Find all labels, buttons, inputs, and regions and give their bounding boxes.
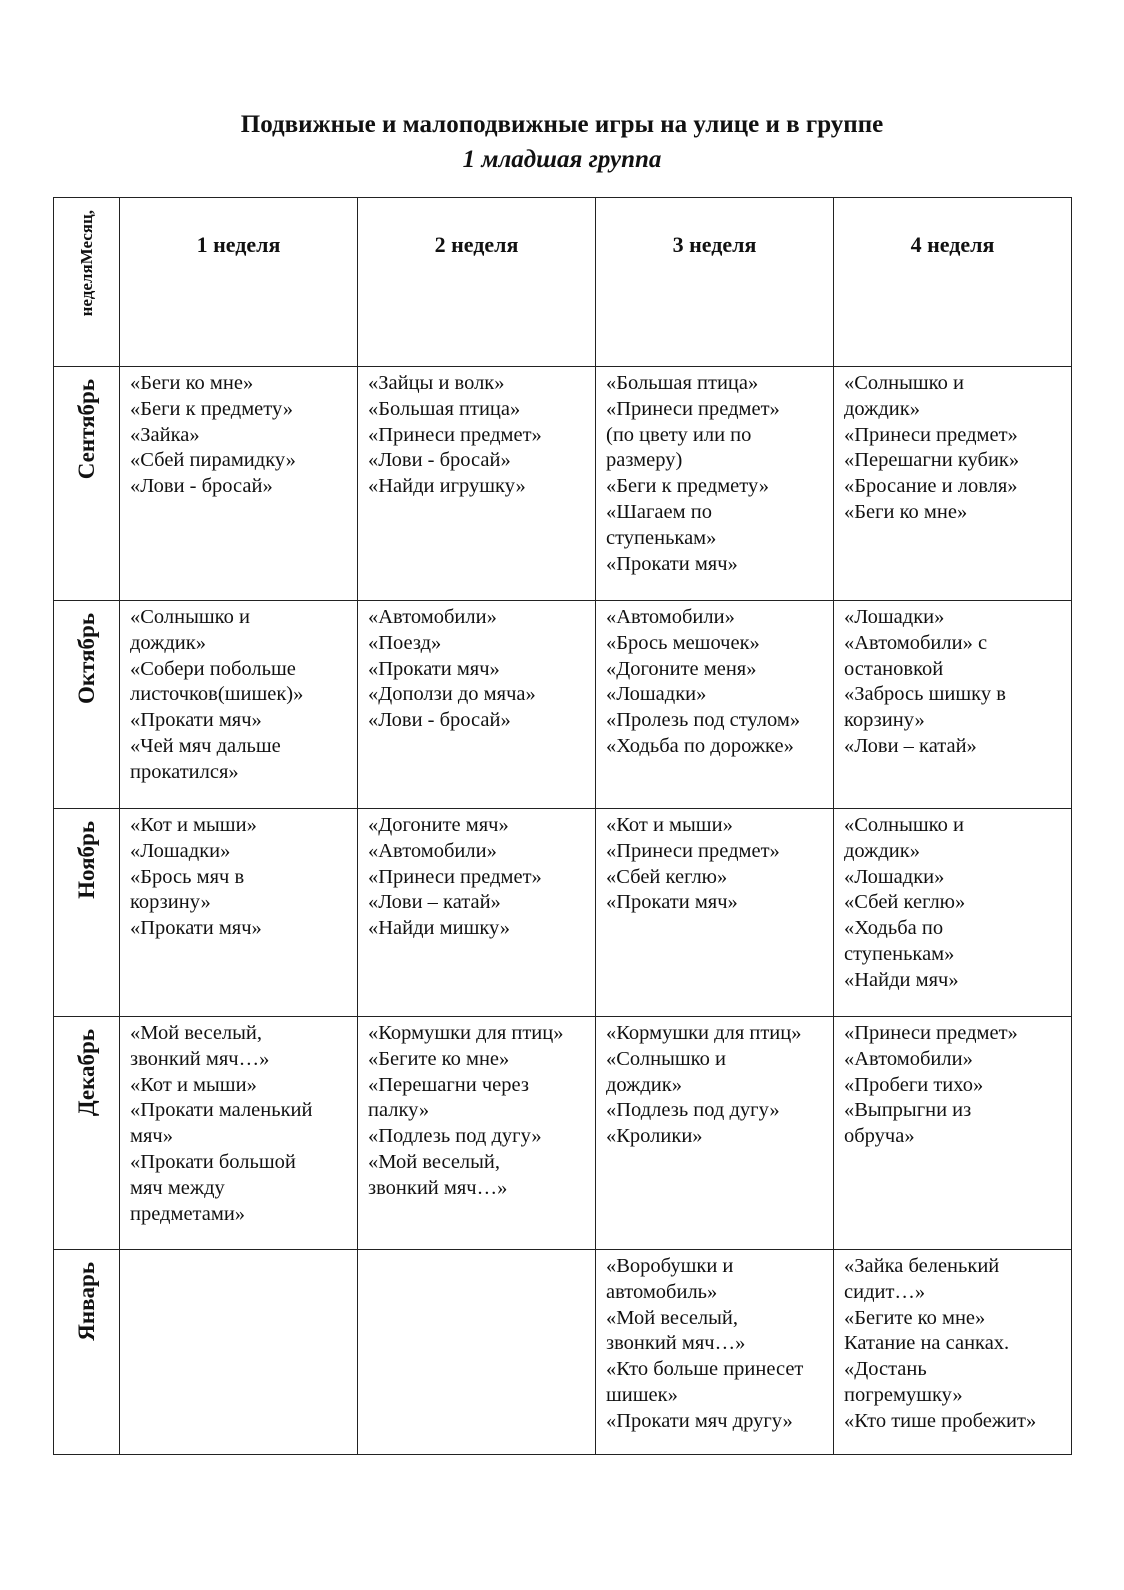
game-line: «Воробушки и <box>606 1255 734 1277</box>
game-line: «Кормушки для птиц» <box>606 1022 802 1044</box>
games-cell-week-4 <box>834 809 1072 1017</box>
game-line: «Автомобили» <box>844 1047 973 1070</box>
game-line: «Солнышко и <box>844 814 964 836</box>
game-line: «Принеси предмет» <box>606 397 780 420</box>
month-cell <box>54 601 120 809</box>
game-line: «Принеси предмет» <box>844 423 1018 446</box>
game-line: дождик» <box>130 631 206 654</box>
games-cell-week-2 <box>358 809 596 1017</box>
game-line: «Лови - бросай» <box>368 449 511 472</box>
game-line: «Зайка беленький <box>844 1255 1000 1277</box>
game-line: «Беги к предмету» <box>606 475 769 498</box>
game-line: «Принеси предмет» <box>606 839 780 862</box>
month-row <box>54 1017 1072 1250</box>
game-line: остановкой <box>844 657 944 680</box>
game-line: звонкий мяч…» <box>368 1176 508 1199</box>
game-line: «Лошадки» <box>844 865 945 888</box>
game-line: «Принеси предмет» <box>368 423 542 446</box>
game-line: «Кто больше принесет <box>606 1358 804 1381</box>
page-title: Подвижные и малоподвижные игры на улице и в группе <box>240 111 884 138</box>
game-line: «Лошадки» <box>130 839 231 862</box>
week-header-4: 4 неделя <box>834 198 1072 367</box>
game-line: мяч» <box>130 1125 173 1148</box>
game-line: «Большая птица» <box>606 372 759 394</box>
game-line: «Зайцы и волк» <box>368 372 505 394</box>
page-subtitle: 1 младшая группа <box>462 146 662 173</box>
game-line: дождик» <box>844 839 920 862</box>
week-header-2: 2 неделя <box>358 198 596 367</box>
game-line: «Прокати маленький <box>130 1099 313 1122</box>
week-header-3: 3 неделя <box>596 198 834 367</box>
games-cell-week-4 <box>834 1017 1072 1250</box>
games-cell-week-3 <box>596 1017 834 1250</box>
game-line: дождик» <box>606 1073 682 1096</box>
month-row <box>54 367 1072 601</box>
game-line: автомобиль» <box>606 1280 718 1303</box>
month-cell <box>54 367 120 601</box>
game-line: «Беги ко мне» <box>844 500 968 523</box>
month-label: Январь <box>73 1262 99 1341</box>
game-line: Катание на санках. <box>844 1332 1010 1355</box>
game-line: «Брось мяч в <box>130 865 245 888</box>
game-line: звонкий мяч…» <box>130 1047 270 1070</box>
month-row <box>54 601 1072 809</box>
game-line: «Шагаем по <box>606 500 712 523</box>
games-cell-week-3 <box>596 367 834 601</box>
games-cell-week-4 <box>834 1250 1072 1455</box>
game-line: шишек» <box>606 1383 678 1406</box>
corner-header <box>54 198 120 367</box>
month-label: Декабрь <box>73 1029 99 1117</box>
game-line: «Солнышко и <box>130 606 250 628</box>
game-line: «Беги к предмету» <box>130 397 293 420</box>
game-line: «Найди мишку» <box>368 917 511 940</box>
game-line: «Кот и мыши» <box>130 814 257 836</box>
game-line: «Кормушки для птиц» <box>368 1022 564 1044</box>
game-line: «Найди игрушку» <box>368 475 526 498</box>
game-line: «Мой веселый, <box>368 1150 501 1173</box>
games-cell-week-2 <box>358 1250 596 1455</box>
game-line: «Мой веселый, <box>130 1022 263 1044</box>
games-cell-week-1 <box>120 1250 358 1455</box>
game-line: «Лови – катай» <box>368 891 501 914</box>
games-cell-week-4 <box>834 601 1072 809</box>
game-line: корзину» <box>130 891 211 914</box>
game-line: «Догоните мяч» <box>368 814 509 836</box>
game-line: размеру) <box>606 449 683 472</box>
game-line: «Собери побольше <box>130 657 296 680</box>
game-line: ступенькам» <box>844 942 955 965</box>
games-cell-week-3 <box>596 809 834 1017</box>
game-line: «Пролезь под стулом» <box>606 709 801 732</box>
games-table <box>53 197 1072 1455</box>
game-line: листочков(шишек)» <box>130 683 304 706</box>
corner-label: неделяМесяц, <box>76 210 96 317</box>
game-line: «Лови - бросай» <box>368 709 511 732</box>
game-line: «Выпрыгни из <box>844 1099 972 1122</box>
game-line: «Прокати мяч» <box>606 552 738 575</box>
game-line: «Мой веселый, <box>606 1306 739 1329</box>
game-line: «Ходьба по дорожке» <box>606 734 794 757</box>
game-line: «Автомобили» <box>368 606 497 628</box>
games-cell-week-3 <box>596 1250 834 1455</box>
month-label: Октябрь <box>73 613 99 705</box>
game-line: мяч между <box>130 1176 225 1199</box>
game-line: «Кролики» <box>606 1125 703 1148</box>
game-line: «Солнышко и <box>606 1047 726 1070</box>
game-line: «Догоните меня» <box>606 657 757 680</box>
game-line: «Поезд» <box>368 631 442 654</box>
games-cell-week-2 <box>358 1017 596 1250</box>
game-line: предметами» <box>130 1202 246 1225</box>
month-row <box>54 1250 1072 1455</box>
game-line: обруча» <box>844 1125 915 1148</box>
game-line: «Лови - бросай» <box>130 475 273 498</box>
week-header-1: 1 неделя <box>120 198 358 367</box>
game-line: «Бросание и ловля» <box>844 475 1018 498</box>
game-line: палку» <box>368 1099 430 1122</box>
game-line: «Прокати мяч другу» <box>606 1409 793 1432</box>
game-line: «Прокати мяч» <box>606 891 738 914</box>
game-line: «Беги ко мне» <box>130 372 254 394</box>
game-line: «Пробеги тихо» <box>844 1073 984 1096</box>
game-line: «Большая птица» <box>368 397 521 420</box>
game-line: корзину» <box>844 709 925 732</box>
month-label: Ноябрь <box>73 821 99 899</box>
game-line: «Сбей кеглю» <box>844 891 966 914</box>
game-line: «Бегите ко мне» <box>844 1306 986 1329</box>
game-line: звонкий мяч…» <box>606 1332 746 1355</box>
month-cell <box>54 809 120 1017</box>
games-cell-week-3 <box>596 601 834 809</box>
game-line: «Кто тише пробежит» <box>844 1409 1037 1432</box>
games-cell-week-4 <box>834 367 1072 601</box>
game-line: погремушку» <box>844 1383 963 1406</box>
game-line: «Прокати мяч» <box>130 917 262 940</box>
month-row <box>54 809 1072 1017</box>
month-cell <box>54 1017 120 1250</box>
month-cell <box>54 1250 120 1455</box>
game-line: «Автомобили» <box>368 839 497 862</box>
game-line: «Прокати большой <box>130 1150 296 1173</box>
game-line: «Кот и мыши» <box>130 1073 257 1096</box>
game-line: прокатился» <box>130 760 239 783</box>
games-cell-week-2 <box>358 367 596 601</box>
game-line: «Брось мешочек» <box>606 631 760 654</box>
game-line: «Зайка» <box>130 423 200 446</box>
game-line: «Перешагни кубик» <box>844 449 1020 472</box>
game-line: ступенькам» <box>606 526 717 549</box>
game-line: «Прокати мяч» <box>130 709 262 732</box>
game-line: «Забрось шишку в <box>844 683 1006 706</box>
games-cell-week-2 <box>358 601 596 809</box>
game-line: «Лошадки» <box>844 606 945 628</box>
game-line: «Прокати мяч» <box>368 657 500 680</box>
game-line: «Автомобили» с <box>844 631 988 654</box>
games-cell-week-1 <box>120 367 358 601</box>
game-line: «Чей мяч дальше <box>130 734 281 757</box>
game-line: «Достань <box>844 1358 927 1381</box>
month-label: Сентябрь <box>73 379 99 480</box>
game-line: сидит…» <box>844 1280 926 1303</box>
game-line: «Принеси предмет» <box>368 865 542 888</box>
game-line: «Перешагни через <box>368 1073 529 1096</box>
game-line: «Сбей пирамидку» <box>130 449 296 472</box>
game-line: «Подлезь под дугу» <box>606 1099 780 1122</box>
game-line: «Лошадки» <box>606 683 707 706</box>
game-line: «Ходьба по <box>844 917 944 940</box>
header-row <box>54 198 1072 367</box>
game-line: «Бегите ко мне» <box>368 1047 510 1070</box>
game-line: «Доползи до мяча» <box>368 683 536 706</box>
game-line: (по цвету или по <box>606 423 752 446</box>
game-line: дождик» <box>844 397 920 420</box>
game-line: «Подлезь под дугу» <box>368 1125 542 1148</box>
game-line: «Найди мяч» <box>844 968 959 991</box>
game-line: «Принеси предмет» <box>844 1022 1018 1044</box>
games-cell-week-1 <box>120 601 358 809</box>
game-line: «Автомобили» <box>606 606 735 628</box>
game-line: «Сбей кеглю» <box>606 865 728 888</box>
games-cell-week-1 <box>120 809 358 1017</box>
game-line: «Кот и мыши» <box>606 814 733 836</box>
games-cell-week-1 <box>120 1017 358 1250</box>
game-line: «Солнышко и <box>844 372 964 394</box>
game-line: «Лови – катай» <box>844 734 977 757</box>
